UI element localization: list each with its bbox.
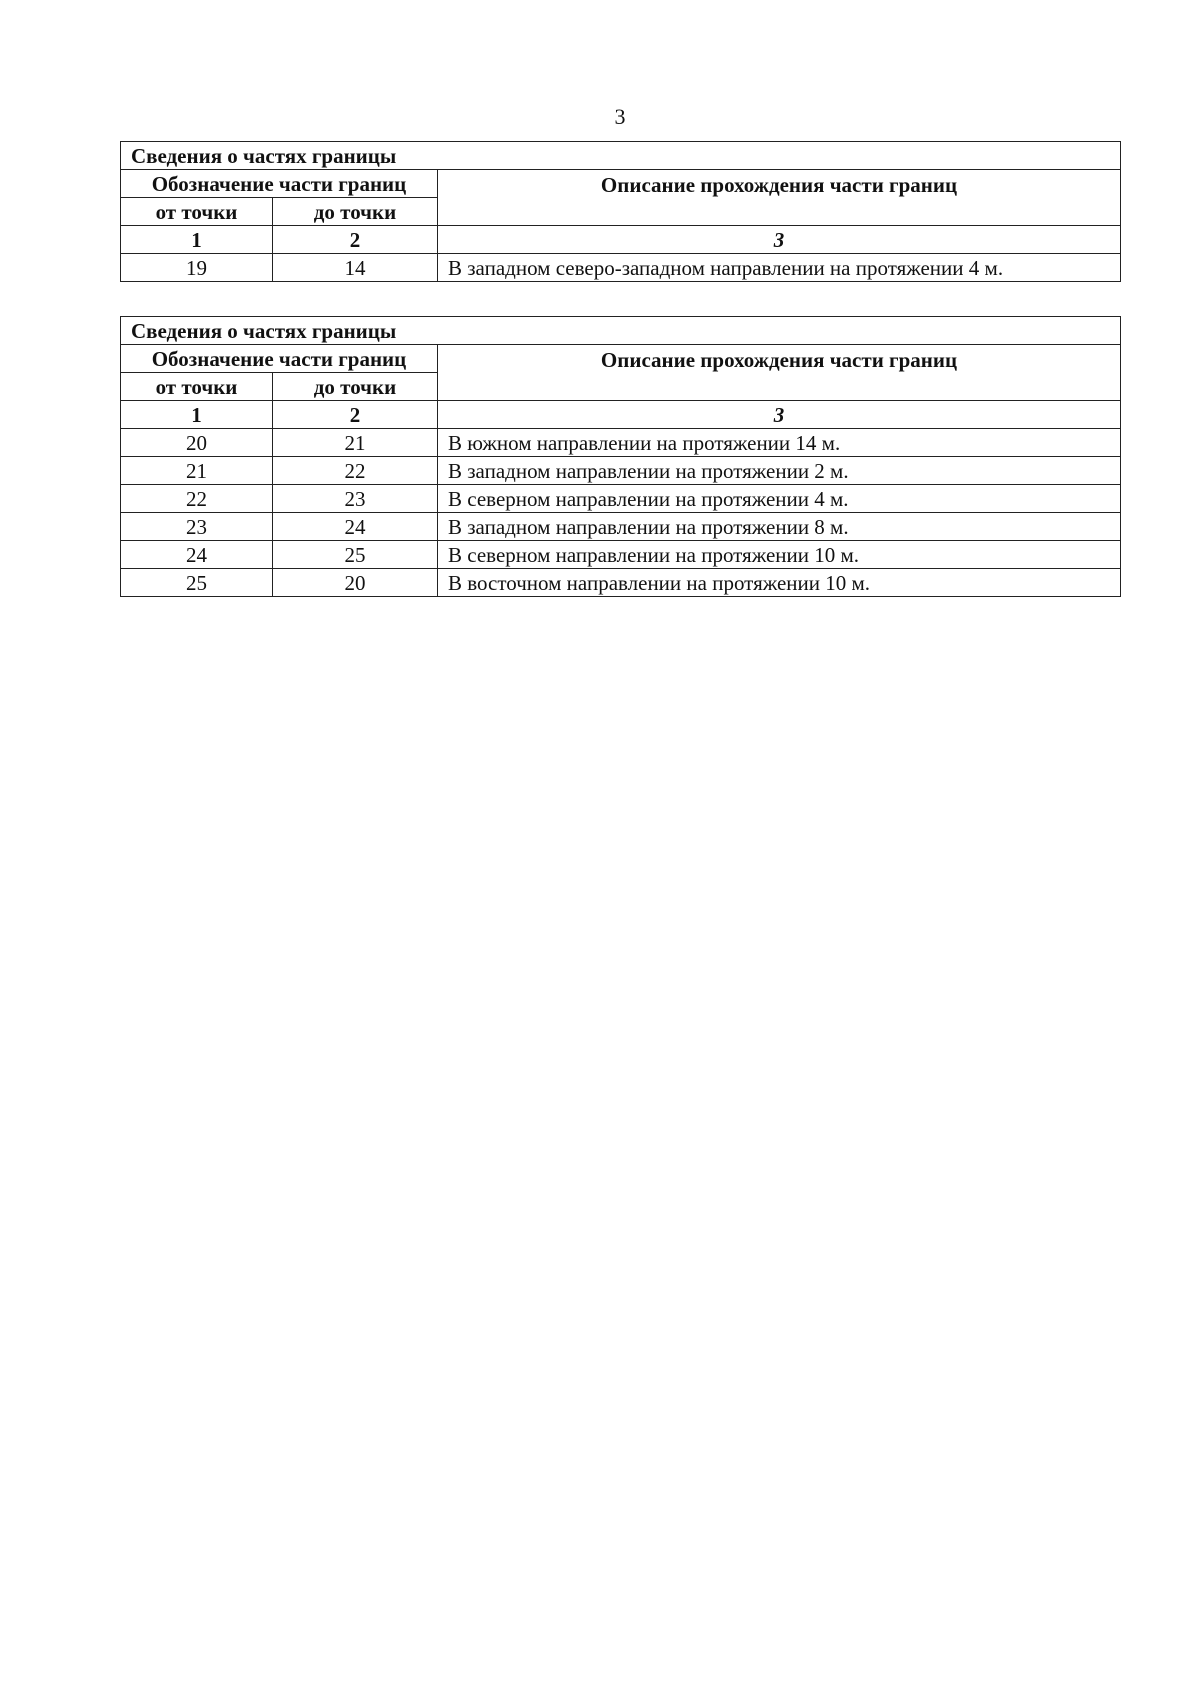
table-title: Сведения о частях границы [121,317,1121,345]
table-row [121,569,1121,597]
column-number: 1 [121,401,273,429]
from-point-cell: 21 [121,457,273,485]
to-point-cell: 24 [273,513,438,541]
from-point-header: от точки [121,373,273,401]
table-row [121,513,1121,541]
group-header: Обозначение части границ [121,345,438,373]
description-cell: В северном направлении на протяжении 10 м. [438,541,1121,569]
from-point-cell: 23 [121,513,273,541]
description-cell: В западном направлении на протяжении 8 м. [438,513,1121,541]
column-number: 3 [438,226,1121,254]
description-header: Описание прохождения части границ [438,170,1121,226]
to-point-cell: 14 [273,254,438,282]
to-point-header: до точки [273,198,438,226]
table-title: Сведения о частях границы [121,142,1121,170]
table-row [121,429,1121,457]
from-point-cell: 24 [121,541,273,569]
table-row [121,485,1121,513]
from-point-cell: 20 [121,429,273,457]
description-header: Описание прохождения части границ [438,345,1121,401]
description-cell: В северном направлении на протяжении 4 м. [438,485,1121,513]
description-cell: В западном направлении на протяжении 2 м. [438,457,1121,485]
boundary-parts-table [120,141,1121,282]
description-cell: В восточном направлении на протяжении 10 м. [438,569,1121,597]
column-number: 1 [121,226,273,254]
column-number: 3 [438,401,1121,429]
description-cell: В западном северо-западном направлении на протяжении 4 м. [438,254,1121,282]
description-cell: В южном направлении на протяжении 14 м. [438,429,1121,457]
column-number: 2 [273,401,438,429]
from-point-cell: 25 [121,569,273,597]
column-number: 2 [273,226,438,254]
to-point-cell: 20 [273,569,438,597]
to-point-cell: 23 [273,485,438,513]
page-number: 3 [614,104,626,129]
to-point-cell: 21 [273,429,438,457]
boundary-parts-table [120,316,1121,597]
from-point-header: от точки [121,198,273,226]
to-point-cell: 22 [273,457,438,485]
table-row [121,254,1121,282]
table-row [121,541,1121,569]
to-point-cell: 25 [273,541,438,569]
from-point-cell: 22 [121,485,273,513]
to-point-header: до точки [273,373,438,401]
group-header: Обозначение части границ [121,170,438,198]
table-row [121,457,1121,485]
from-point-cell: 19 [121,254,273,282]
